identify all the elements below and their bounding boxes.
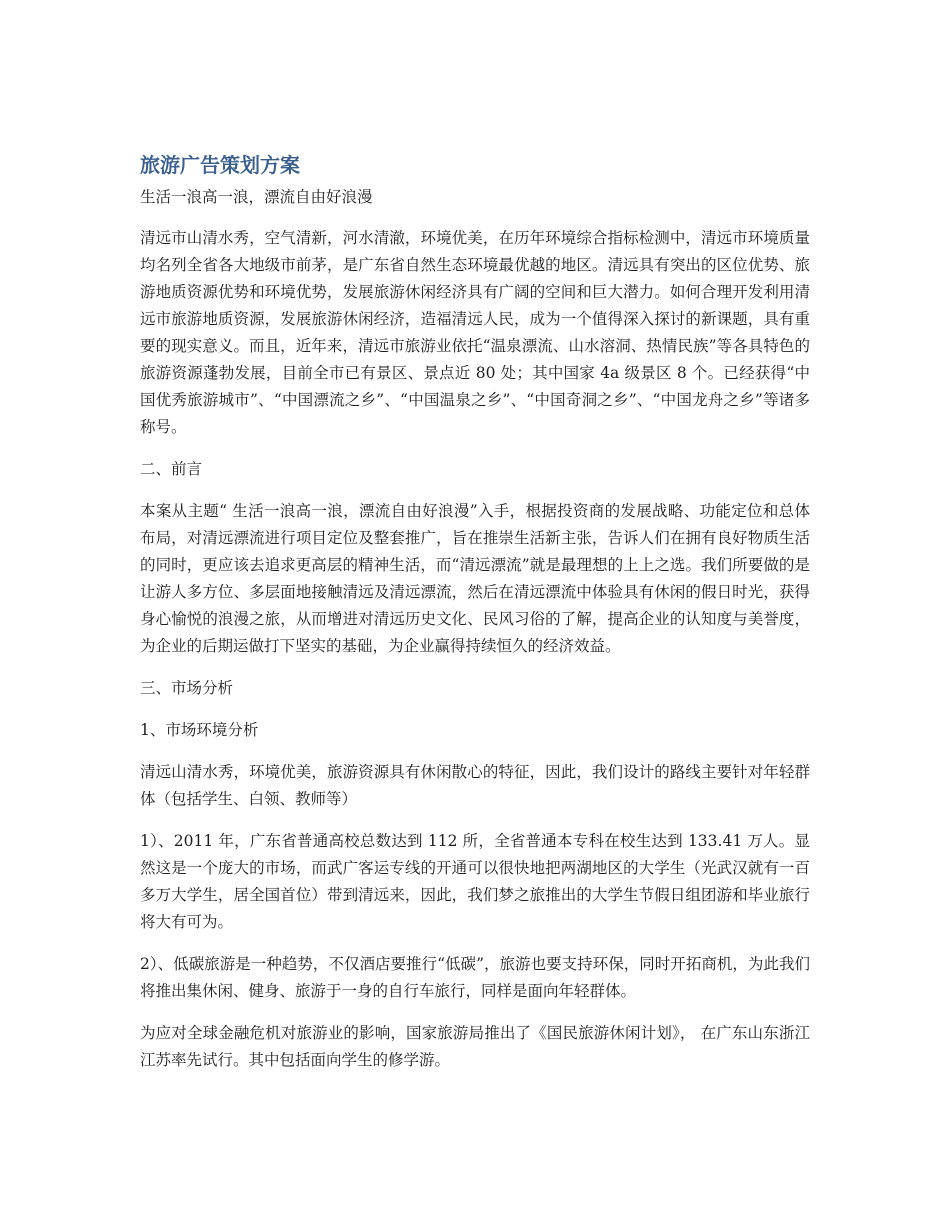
- point-1-paragraph: 1）、2011 年，广东省普通高校总数达到 112 所，全省普通本专科在校生达到 133.41 万人。显然这是一个庞大的市场，而武广客运专线的开通可以很快地把两湖地区的大学生（光武汉就有一百多万大学生，居全国首位）带到清远来，因此，我们梦之旅推出的大学生节假日组团游和毕业旅行将大有可为。: [140, 832, 810, 931]
- point-2-paragraph: 2）、低碳旅游是一种趋势，不仅酒店要推行“低碳”，旅游也要支持环保，同时开拓商机，为此我们将推出集休闲、健身、旅游于一身的自行车旅行，同样是面向年轻群体。: [140, 955, 810, 1000]
- section-3-heading: 三、市场分析: [140, 679, 234, 697]
- section-2-paragraph: 本案从主题“ 生活一浪高一浪，漂流自由好浪漫”入手，根据投资商的发展战略、功能定位和总体布局，对清远漂流进行项目定位及整套推广，旨在推崇生活新主张，告诉人们在拥有良好物质生活的同时，更应该去追求更高层的精神生活，而“清远漂流”就是最理想的上上之选。我们所要做的是让游人多方位、多层面地接触清远及清远漂流，然后在清远漂流中体验具有休闲的假日时光，获得身心愉悦的浪漫之旅，从而增进对清远历史文化、民风习俗的了解，提高企业的认知度与美誉度，为企业的后期运做打下坚实的基础，为企业赢得持续恒久的经济效益。: [140, 502, 810, 655]
- section-3-1-heading: 1、市场环境分析: [140, 721, 259, 739]
- section-2-heading: 二、前言: [140, 460, 203, 478]
- document-body: [140, 150, 810, 1074]
- document-title: 旅游广告策划方案: [140, 153, 300, 177]
- section-3-1-paragraph: 清远山清水秀，环境优美，旅游资源具有休闲散心的特征，因此，我们设计的路线主要针对年轻群体（包括学生、白领、教师等）: [140, 763, 810, 808]
- intro-paragraph: 清远市山清水秀，空气清新，河水清澈，环境优美，在历年环境综合指标检测中，清远市环境质量均名列全省各大地级市前茅，是广东省自然生态环境最优越的地区。清远具有突出的区位优势、旅游地质资源优势和环境优势，发展旅游休闲经济具有广阔的空间和巨大潜力。如何合理开发利用清远市旅游地质资源，发展旅游休闲经济，造福清远人民，成为一个值得深入探讨的新课题，具有重要的现实意义。而且，近年来，清远市旅游业依托“温泉漂流、山水溶洞、热情民族”等各具特色的旅游资源蓬勃发展，目前全市已有景区、景点近 80 处；其中国家 4a 级景区 8 个。已经获得“中国优秀旅游城市”、“中国漂流之乡”、“中国温泉之乡”、“中国奇洞之乡”、“中国龙舟之乡”等诸多称号。: [140, 229, 810, 436]
- document-subtitle: 生活一浪高一浪，漂流自由好浪漫: [140, 188, 373, 206]
- closing-paragraph: 为应对全球金融危机对旅游业的影响，国家旅游局推出了《国民旅游休闲计划》， 在广东山东浙江江苏率先试行。其中包括面向学生的修学游。: [140, 1024, 810, 1069]
